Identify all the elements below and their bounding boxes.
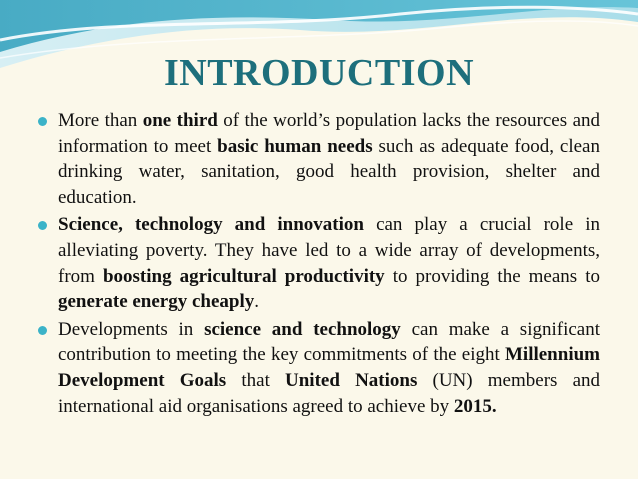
bullet-bold-text: Science, technology and innovation	[58, 214, 364, 236]
bullet-bold-text: one third	[142, 110, 218, 131]
bullet-text: that	[226, 369, 286, 391]
bullet-item	[36, 317, 600, 419]
bullet-dot-icon	[38, 117, 47, 126]
bullet-text: (UN) members and international aid organisations agreed to achieve by	[58, 369, 600, 417]
bullet-bold-text: Millennium Development Goals	[58, 344, 600, 391]
bullet-dot-icon	[38, 326, 47, 335]
bullet-text: .	[254, 291, 260, 313]
bullet-text: can play a crucial role in alleviating poverty. They have led to a wide array of developments, from	[58, 214, 600, 287]
bullet-bold-text: science and technology	[204, 318, 401, 340]
bullet-list	[36, 108, 600, 421]
bullet-bold-text: 2015.	[453, 395, 497, 417]
bullet-text: can make a significant contribution to meeting the key commitments of the eight	[58, 318, 601, 366]
bullet-bold-text: boosting agricultural productivity	[102, 265, 385, 287]
bullet-text: to providing the means to	[384, 265, 600, 287]
bullet-item	[36, 212, 600, 314]
bullet-bold-text: generate energy cheaply	[58, 291, 255, 313]
bullet-dot-icon	[38, 221, 47, 230]
bullet-item	[36, 108, 600, 210]
bullet-text: Developments in	[58, 318, 205, 340]
bullet-text: of the world’s population lacks the resources and information to meet	[58, 110, 600, 157]
bullet-text: More than	[58, 110, 143, 131]
bullet-text: such as adequate food, clean drinking water, sanitation, good health provision, shelter and education.	[58, 135, 600, 208]
bullet-bold-text: United Nations	[285, 369, 418, 391]
slide-title: INTRODUCTION	[163, 52, 475, 94]
bullet-bold-text: basic human needs	[217, 135, 373, 157]
